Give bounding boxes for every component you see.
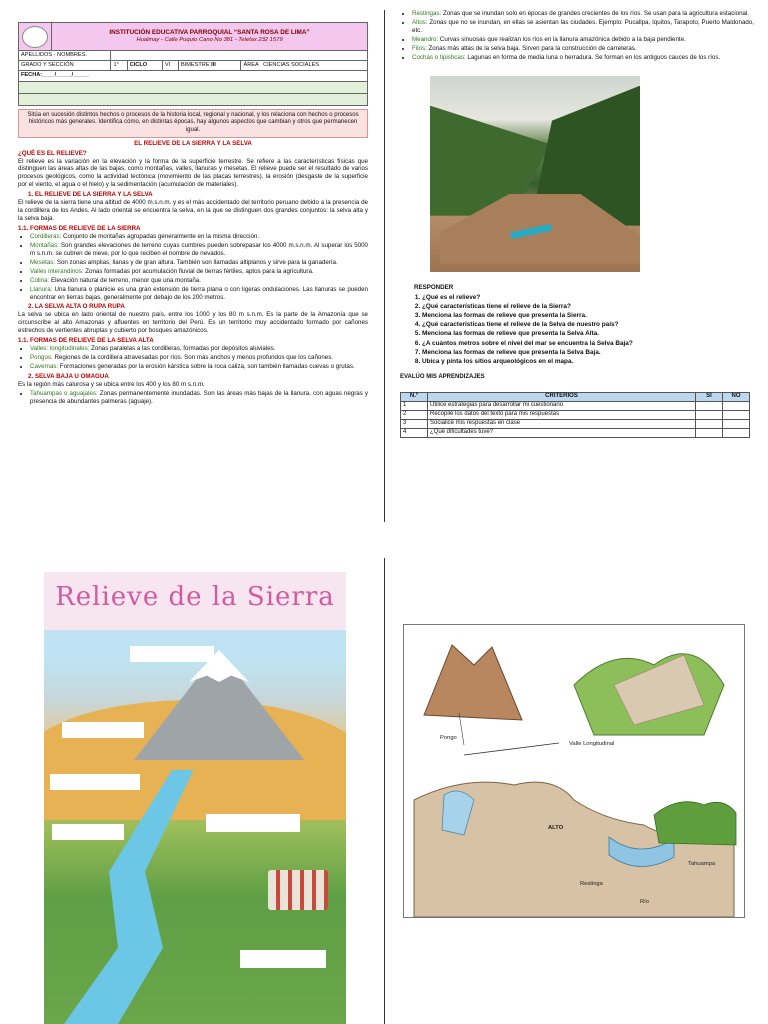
list-item — [412, 36, 754, 44]
label-blank-1[interactable] — [130, 646, 214, 662]
term: Valles interandinos: — [30, 267, 84, 275]
list-item — [30, 242, 368, 258]
no-checkbox[interactable] — [723, 419, 750, 428]
selva-alta-list — [18, 345, 368, 371]
relief-question-title: ¿QUÉ ES EL RELIEVE? — [18, 149, 87, 157]
school-logo-icon — [22, 26, 48, 48]
table-header-row — [401, 392, 750, 401]
bimester-label-text: BIMESTRE — [180, 62, 210, 69]
list-item — [30, 259, 368, 267]
sierra-forms-list — [18, 233, 368, 302]
row-criterion: Recopilé los datos del texto para mis respuestas — [428, 410, 696, 419]
si-checkbox[interactable] — [696, 419, 723, 428]
list-item — [30, 354, 368, 362]
term-text: Zonas permanentemente inundadas. Son las áreas más bajas de la llanura, con aguas negras y presencia de abundantes palmeras (aguaje). — [30, 389, 368, 405]
term-text: Son zonas amplias, llanas y de gran altura. También son llamadas altiplanos y sirve para la ganadería. — [55, 258, 338, 266]
question-item: 4. ¿Qué características tiene el relieve de la Selva de nuestro país? — [422, 321, 754, 329]
term-text: Lagunas en forma de media luna o herradura. Se forman en los antiguos cauces de los ríos. — [465, 53, 721, 61]
label-pongo: Pongo — [440, 735, 457, 741]
label-blank-6[interactable] — [240, 950, 326, 968]
right-column — [400, 10, 754, 438]
list-item — [412, 45, 754, 53]
grade-value: 1° — [111, 61, 127, 71]
term-text: Zonas que no se inundan, en ellas se asientan las ciudades. Ejemplo: Pucallpa, Iquitos, Tarapoto, Puerto Maldonado, etc. — [412, 18, 754, 34]
section-3-text: Es la región más calurosa y se ubica entre los 400 y los 80 m s.n.m. — [18, 380, 205, 388]
term-text: Zonas más altas de la selva baja. Sirven para la construcción de carreteras. — [426, 44, 637, 52]
area-value: CIENCIAS SOCIALES — [263, 62, 320, 69]
question-list — [400, 294, 754, 367]
institution-cell — [52, 23, 368, 51]
pongo-pointer — [459, 713, 464, 745]
term: Valles: longitudinales: — [30, 345, 90, 353]
no-checkbox[interactable] — [723, 410, 750, 419]
term: Cochas o tipishcas: — [412, 53, 466, 61]
list-item — [30, 390, 368, 406]
selva-relief-diagram — [403, 624, 745, 918]
left-column — [18, 22, 368, 407]
main-title: EL RELIEVE DE LA SIERRA Y LA SELVA — [134, 139, 252, 147]
grade-label: GRADO Y SECCIÓN — [19, 61, 111, 71]
question-item: 2. ¿Qué características tiene el relieve de la Sierra? — [422, 303, 754, 311]
term: Colina: — [30, 276, 50, 284]
village-shape — [268, 870, 328, 910]
term: Mesetas: — [30, 258, 56, 266]
label-blank-3[interactable] — [50, 774, 140, 790]
area-label: ÁREA — [243, 62, 259, 69]
evaluation-title: EVALÚO MIS APRENDIZAJES — [400, 374, 485, 381]
term-text: Curvas sinuosas que realizan los ríos en la llanura amazónica debido a la baja pendiente. — [438, 35, 686, 43]
sierra-poster — [44, 572, 346, 1024]
question-item: 6. ¿A cuántos metros sobre el nivel del mar se encuentra la Selva Baja? — [422, 340, 754, 348]
poster-title: Relieve de la Sierra — [55, 582, 335, 612]
row-criterion: Socialicé mis respuestas en clase — [428, 419, 696, 428]
section-1-text: El relieve de la sierra tiene una altitud de 4000 m.s.n.m. y es el más accidentado del territorio peruano debido a la presencia de la cordillera de los Andes. Al lado oriental se encuentra la selva, en la que se distinguen dos grandes conjuntos: la selva alta y la selva baja. — [18, 199, 368, 223]
term: Montañas: — [30, 241, 59, 249]
col-number: N.º — [401, 392, 428, 401]
term-text: Conjunto de montañas agrupadas generalmente en la misma dirección. — [61, 232, 260, 240]
col-criteria: CRITERIOS — [428, 392, 696, 401]
term: Llanura: — [30, 285, 53, 293]
table-row — [401, 428, 750, 437]
mountain-drawing — [424, 645, 522, 720]
si-checkbox[interactable] — [696, 401, 723, 410]
cycle-value: VI — [162, 61, 178, 71]
term-text: Son grandes elevaciones de terreno cuyas cumbres pueden sobrepasar los 4000 m.s.n.m. Al superar los 5000 m s.n.m. se cubren de nieve, por lo que reciben el nombre de nevados. — [30, 241, 368, 257]
section-3-title: 2. SELVA BAJA U OMAGUA — [28, 372, 109, 380]
term: Meandro: — [412, 35, 439, 43]
term-text: Una llanura o planicie es una gran extensión de tierra plana o con ligeras ondulaciones. Las llanuras se pueden encontrar en tierras bajas, generalmente por debajo de los 200 metros. — [30, 285, 368, 301]
green-band-1 — [19, 81, 368, 93]
no-checkbox[interactable] — [723, 428, 750, 437]
list-item — [412, 54, 754, 62]
row-number: 2 — [401, 410, 428, 419]
river-canyon-photo — [430, 76, 640, 272]
question-item: 1. ¿Qué es el relieve? — [422, 294, 754, 302]
label-rio: Río — [640, 899, 650, 905]
section-1-title: 1. EL RELIEVE DE LA SIERRA Y LA SELVA — [28, 191, 153, 199]
label-blank-5[interactable] — [52, 824, 124, 840]
question-item: 3. Menciona las formas de relieve que presenta la Sierra. — [422, 312, 754, 320]
list-item — [412, 19, 754, 35]
bimester-value: III — [211, 62, 216, 69]
term-text: Elevación natural de terreno, menor que una montaña. — [49, 276, 201, 284]
diagram-svg — [404, 625, 744, 917]
list-item — [30, 363, 368, 371]
table-row — [401, 401, 750, 410]
col-si: SI — [696, 392, 723, 401]
table-row — [401, 419, 750, 428]
term: Cavernas: — [30, 363, 59, 371]
selva-baja-list-cont — [400, 10, 754, 62]
tahuampa-forest — [654, 802, 736, 845]
selva-baja-list-start — [18, 390, 368, 406]
list-item — [30, 277, 368, 285]
term: Altos: — [412, 18, 428, 26]
section-2-text: La selva se ubica en lado oriental de nuestro país, entre los 1000 y los 80 m s.n.m. Es la parte de la Amazonía que se circunscribe al alto Amazonas y afluentes en territorio del Perú. Es un territorio muy accidentado formado por cañones estrechos de vertientes abruptas y cubierto por bosques amazónicos. — [18, 311, 368, 335]
term: Cordilleras: — [30, 232, 62, 240]
relief-definition: El relieve es la variación en la elevación y la forma de la superficie terrestre. Se refiere a las características físicas que distinguen las áreas altas de las bajas, como montañas, valles, llanuras y mesetas. El relieve puede ser el resultado de varios procesos geológicos, como la actividad tectónica (movimiento de las placas terrestres), la erosión (desgaste de la superficie por el viento, el agua o el hielo) y la sedimentación (acumulación de materiales). — [18, 157, 368, 189]
list-item — [412, 10, 754, 18]
label-valle-longitudinal: Valle Longitudinal — [569, 741, 615, 747]
cycle-label: CICLO — [127, 61, 162, 71]
list-item — [30, 286, 368, 302]
selva-alta-forms-title: 1.1. FORMAS DE RELIEVE DE LA SELVA ALTA — [18, 337, 154, 345]
label-alto: ALTO — [548, 825, 564, 831]
list-item — [30, 268, 368, 276]
col-no: NO — [723, 392, 750, 401]
institution-address: Hualmay - Calle Puquio Cano No 381 - Telefax 232 1579 — [136, 36, 283, 43]
term: Restingas: — [412, 10, 442, 17]
green-band-2 — [19, 93, 368, 105]
respond-title: RESPONDER — [414, 283, 454, 291]
list-item — [30, 233, 368, 241]
list-item — [30, 345, 368, 353]
row-criterion: Utilice estrategias para desarrollar mi cuestionario — [428, 401, 696, 410]
question-item: 7. Menciona las formas de relieve que presenta la Selva Baja. — [422, 349, 754, 357]
area-cell — [241, 61, 368, 71]
school-logo-cell — [19, 23, 52, 51]
bimester-label — [178, 61, 241, 71]
row-number: 1 — [401, 401, 428, 410]
no-checkbox[interactable] — [723, 401, 750, 410]
term-text: Regiones de la cordillera atravesadas por ríos. Son más anchos y menos profundos que los cañones. — [52, 354, 334, 362]
term-text: Formaciones generadas por la erosión kárstica sobre la roca caliza, son también llamadas cuevas o grutas. — [58, 363, 355, 371]
surname-field[interactable] — [111, 51, 368, 61]
label-blank-4[interactable] — [206, 814, 300, 832]
header-table — [18, 22, 368, 106]
question-item: 5. Menciona las formas de relieve que presenta la Selva Alta. — [422, 330, 754, 338]
row-number: 3 — [401, 419, 428, 428]
row-number: 4 — [401, 428, 428, 437]
competence-box: Sitúa en sucesión distintos hechos o procesos de la historia local, regional y nacional, y los relaciona con hechos o procesos históricos más generales. Identifica cómo, en distintas épocas, hay algunos aspectos que cambian y otros que permanecen igual. — [18, 109, 368, 138]
term-text: Zonas formadas por acumulación fluvial de tierras fértiles, aptos para la agricultura. — [83, 267, 314, 275]
section-2-title: 2. LA SELVA ALTA O RUPA RUPA — [28, 303, 125, 311]
arrow-line — [464, 743, 559, 755]
institution-name: INSTITUCIÓN EDUCATIVA PARROQUIAL “SANTA ROSA DE LIMA” — [109, 28, 310, 36]
label-blank-2[interactable] — [62, 722, 144, 738]
top-divider — [384, 10, 385, 522]
surname-label: APELLIDOS - NOMBRES. — [19, 51, 111, 61]
term-text: Zonas que se inundan solo en épocas de grandes crecientes de los ríos. Se usan para la agricultura estacional. — [441, 10, 750, 17]
date-field[interactable]: FECHA:____/_____/_____ — [19, 71, 368, 81]
row-criterion: ¿Qué dificultades tuve? — [428, 428, 696, 437]
criteria-table — [400, 392, 750, 438]
sierra-forms-title: 1.1. FORMAS DE RELIEVE DE LA SIERRA — [18, 225, 141, 233]
label-tahuampa: Tahuampa — [688, 861, 716, 867]
bottom-divider — [384, 558, 385, 1024]
si-checkbox[interactable] — [696, 410, 723, 419]
label-restinga: Restinga — [580, 881, 603, 887]
term-text: Zonas paralelas a las cordilleras, formadas por depósitos aluviales. — [89, 345, 276, 353]
term: Pongos: — [30, 354, 53, 362]
si-checkbox[interactable] — [696, 428, 723, 437]
table-row — [401, 410, 750, 419]
term: Filos: — [412, 44, 427, 52]
question-item: 8. Ubica y pinta los sitios arqueológicos en el mapa. — [422, 358, 754, 366]
term: Tahuampas o aguajales: — [30, 389, 98, 397]
